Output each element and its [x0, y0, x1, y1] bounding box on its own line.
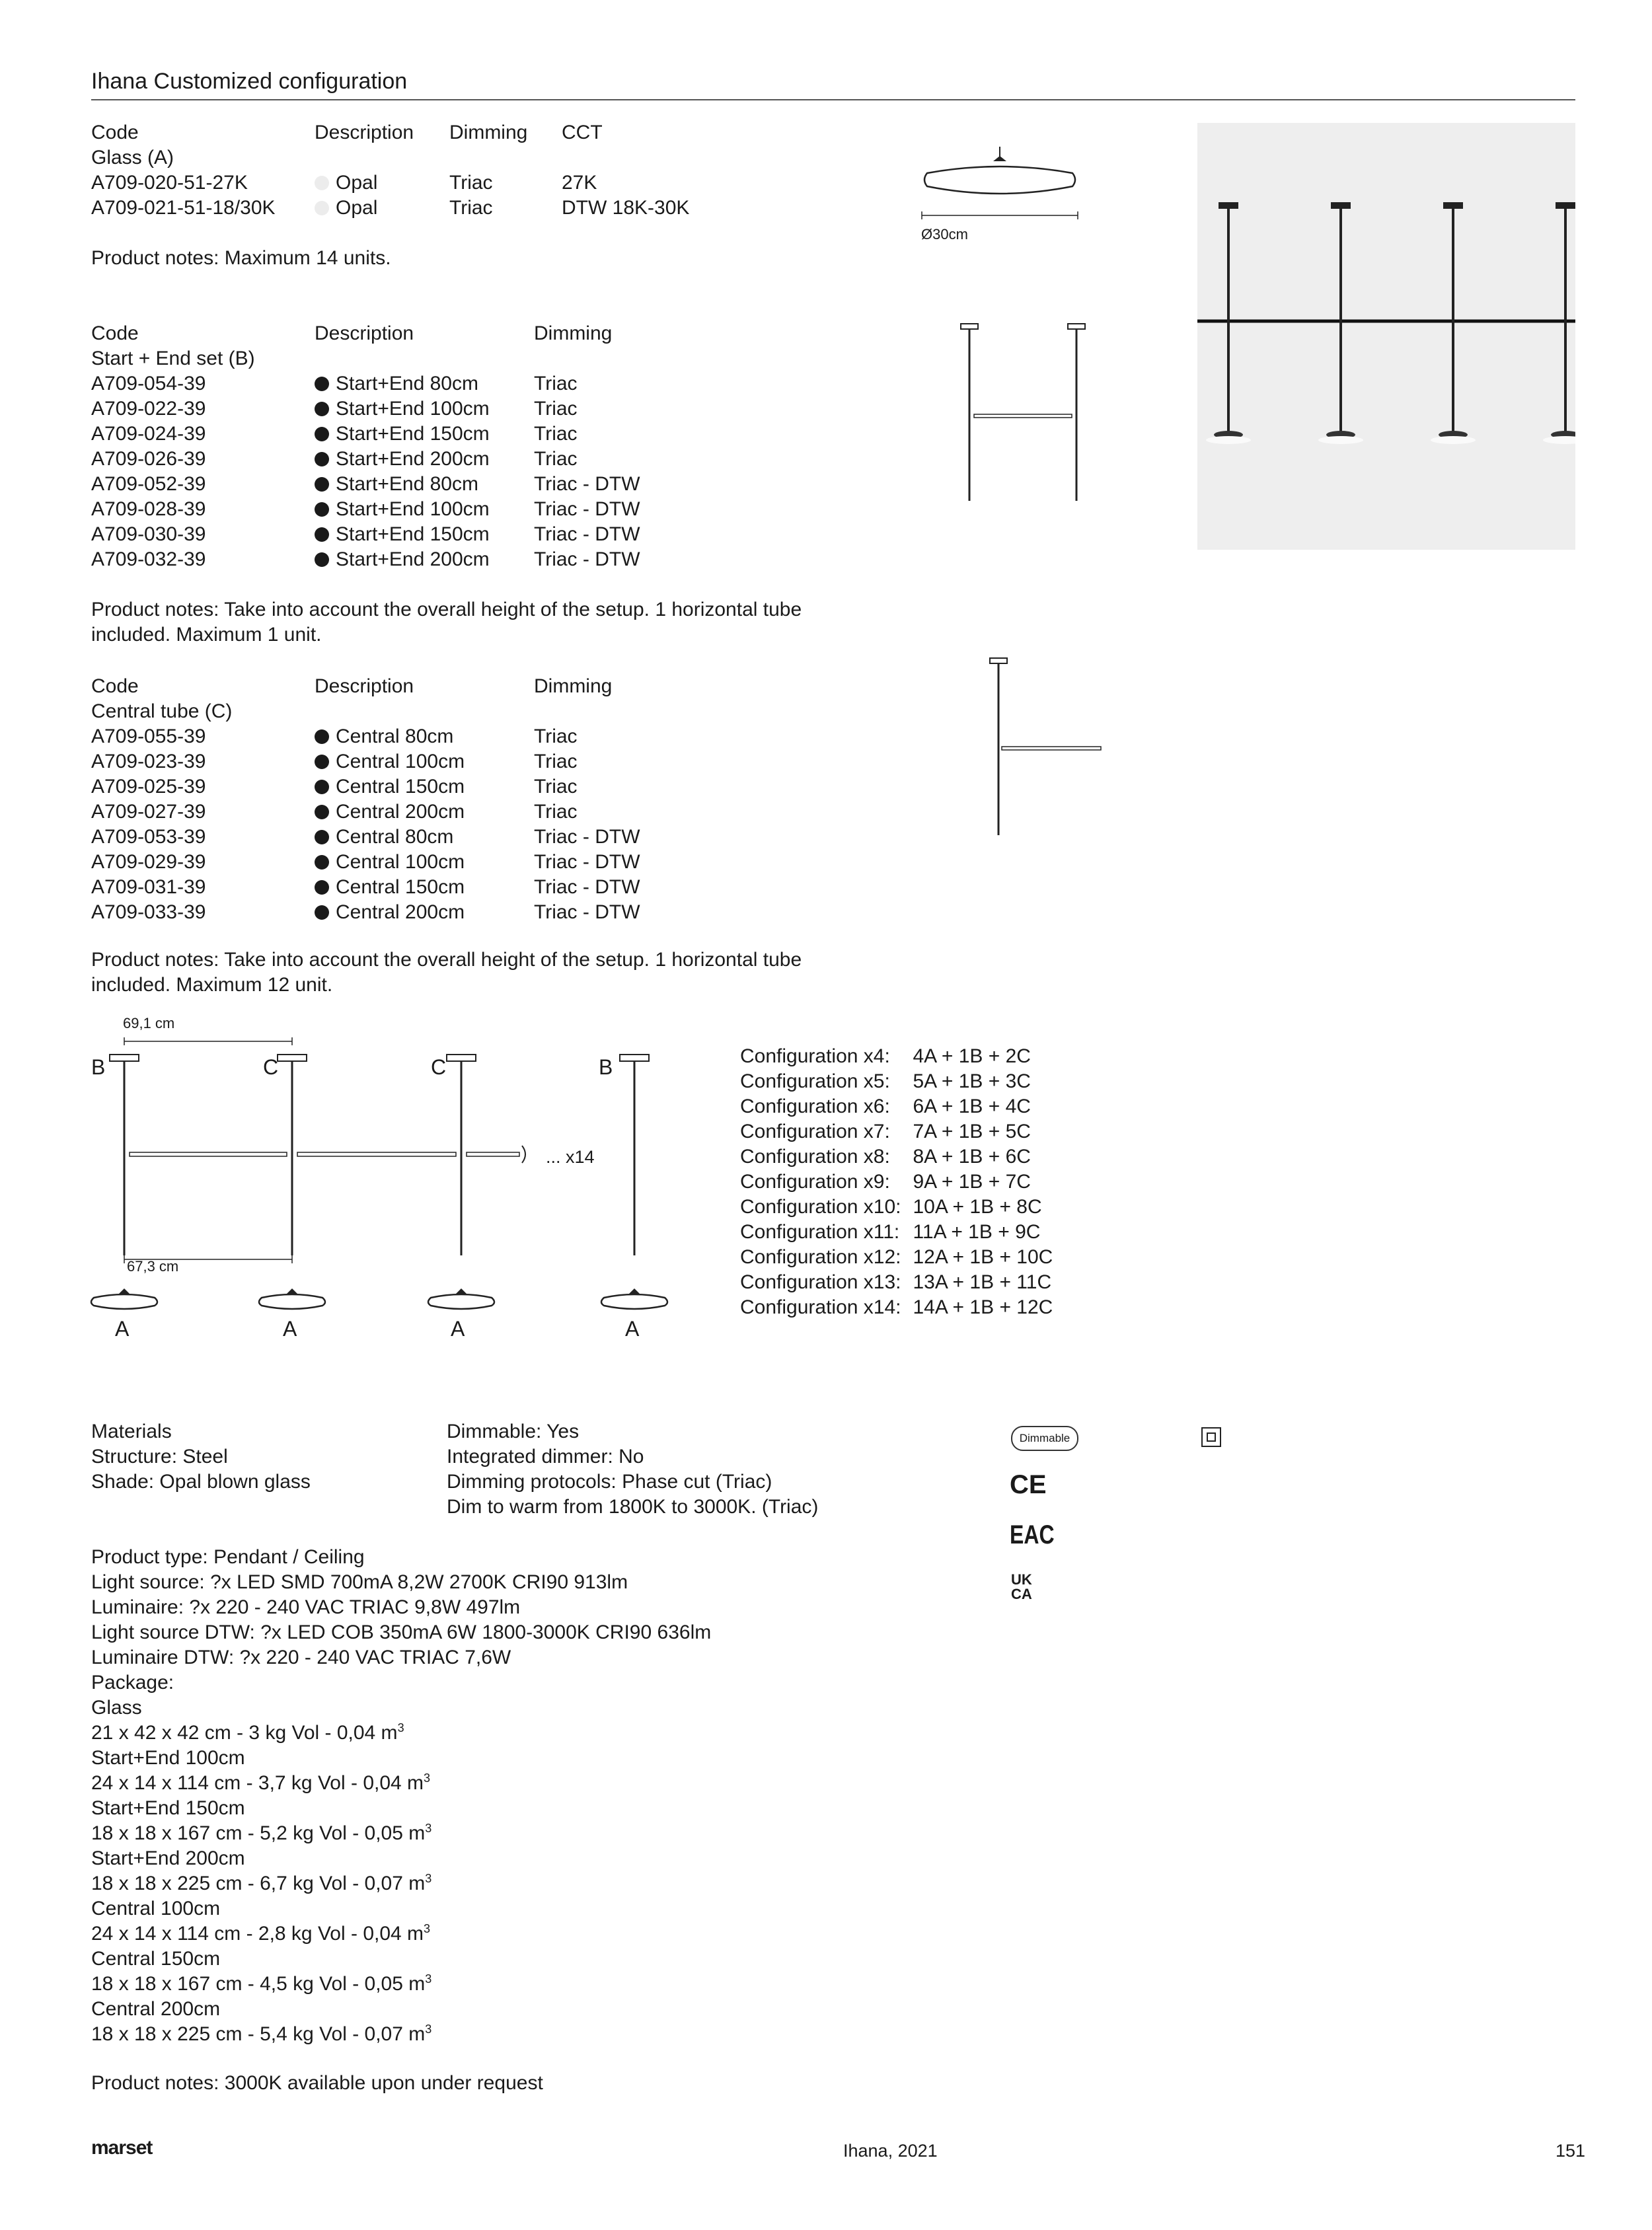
package-name: Glass — [91, 1697, 142, 1719]
description-cell: Central 100cm — [336, 851, 465, 873]
ukca-bottom: CA — [1011, 1586, 1032, 1602]
glass-shade-icon — [428, 1288, 494, 1309]
cube-superscript: 3 — [397, 1721, 404, 1734]
table-row — [91, 422, 640, 447]
config-name: Configuration x6: — [740, 1096, 890, 1117]
shade-spec: Shade: Opal blown glass — [91, 1471, 311, 1493]
product-photo — [1197, 123, 1575, 550]
dimmable-badge: Dimmable — [1011, 1426, 1078, 1451]
black-swatch-icon — [315, 377, 329, 391]
config-name: Configuration x5: — [740, 1070, 890, 1092]
opal-swatch-icon — [315, 201, 329, 215]
description-cell: Central 80cm — [336, 725, 454, 747]
dimming-cell: Triac — [449, 197, 493, 219]
config-value: 10A + 1B + 8C — [913, 1196, 1042, 1218]
table-row — [91, 825, 640, 850]
integrated-dimmer-spec: Integrated dimmer: No — [447, 1446, 644, 1468]
configuration-list — [740, 1044, 1065, 1320]
package-name: Central 200cm — [91, 1998, 221, 2020]
cct-cell: DTW 18K-30K — [562, 197, 690, 219]
code-cell: A709-020-51-27K — [91, 172, 248, 194]
black-swatch-icon — [315, 729, 329, 744]
config-name: Configuration x8: — [740, 1146, 890, 1168]
table-row — [91, 522, 640, 547]
table-row — [91, 900, 640, 925]
note-line: Product notes: Take into account the overall height of the setup. 1 horizontal tube — [91, 599, 802, 620]
spec-line: Product type: Pendant / Ceiling — [91, 1546, 365, 1568]
start-end-table — [91, 321, 640, 572]
column-header: Code — [91, 322, 139, 344]
group-label: Glass (A) — [91, 147, 174, 168]
code-cell: A709-054-39 — [91, 373, 206, 394]
config-value: 7A + 1B + 5C — [913, 1121, 1031, 1142]
note-line: included. Maximum 1 unit. — [91, 624, 322, 646]
code-cell: A709-027-39 — [91, 801, 206, 823]
description-cell: Opal — [336, 197, 378, 219]
table-row — [91, 371, 640, 396]
dimension-top-label: 69,1 cm — [123, 1015, 175, 1031]
dimming-cell: Triac - DTW — [534, 826, 640, 848]
table-header-row — [91, 674, 640, 699]
table-row — [91, 196, 689, 221]
package-dims: 18 x 18 x 225 cm - 6,7 kg Vol - 0,07 $m^3$ — [91, 1872, 432, 1894]
brand-logo: marset — [91, 2137, 153, 2159]
list-item — [740, 1295, 1065, 1320]
pendant-photo-illustration — [1197, 123, 1575, 550]
package-dims: 24 x 14 x 114 cm - 2,8 kg Vol - 0,04 $m^3$ — [91, 1922, 431, 1945]
code-cell: A709-053-39 — [91, 826, 206, 848]
black-swatch-icon — [315, 477, 329, 492]
black-swatch-icon — [315, 452, 329, 466]
spec-line: Package: — [91, 1672, 174, 1693]
config-name: Configuration x14: — [740, 1296, 901, 1318]
spec-line: Luminaire: ?x 220 - 240 VAC TRIAC 9,8W 497lm — [91, 1596, 521, 1618]
dimming-cell: Triac — [534, 801, 578, 823]
dimension-bottom-label: 67,3 cm — [127, 1258, 179, 1275]
description-cell: Central 150cm — [336, 776, 465, 798]
cube-superscript: 3 — [424, 1771, 431, 1785]
page-title: Ihana Customized configuration — [91, 69, 408, 94]
label-b-left: B — [91, 1055, 106, 1079]
dimming-cell: Triac - DTW — [534, 498, 640, 520]
black-swatch-icon — [315, 755, 329, 769]
code-cell: A709-024-39 — [91, 423, 206, 445]
dimming-cell: Triac — [534, 398, 578, 420]
group-label: Start + End set (B) — [91, 348, 255, 369]
config-name: Configuration x12: — [740, 1246, 901, 1268]
code-cell: A709-026-39 — [91, 448, 206, 470]
code-cell: A709-052-39 — [91, 473, 206, 495]
opal-swatch-icon — [315, 176, 329, 190]
table-row — [91, 749, 640, 774]
code-cell: A709-030-39 — [91, 523, 206, 545]
configuration-diagram — [86, 1031, 681, 1348]
dimming-cell: Triac — [534, 751, 578, 772]
description-cell: Opal — [336, 172, 378, 194]
central-note — [91, 948, 802, 998]
code-cell: A709-033-39 — [91, 901, 206, 923]
list-item — [740, 1170, 1065, 1195]
dimming-cell: Triac — [449, 172, 493, 194]
list-item — [740, 1094, 1065, 1119]
code-cell: A709-022-39 — [91, 398, 206, 420]
config-name: Configuration x4: — [740, 1045, 890, 1067]
column-header: Dimming — [534, 675, 613, 697]
description-cell: Start+End 150cm — [336, 523, 490, 545]
list-item — [740, 1245, 1065, 1270]
black-swatch-icon — [315, 527, 329, 542]
spec-line: Luminaire DTW: ?x 220 - 240 VAC TRIAC 7,6W — [91, 1647, 511, 1668]
page-number: 151 — [1556, 2141, 1586, 2161]
package-dims: 24 x 14 x 114 cm - 3,7 kg Vol - 0,04 $m^3$ — [91, 1771, 431, 1794]
package-dims: 18 x 18 x 167 cm - 4,5 kg Vol - 0,05 $m^3$ — [91, 1972, 432, 1995]
start-end-drawing — [952, 321, 1097, 503]
column-header: CCT — [562, 122, 603, 143]
config-value: 14A + 1B + 12C — [913, 1296, 1053, 1318]
glass-shade-icon — [259, 1288, 325, 1309]
glass-shade-icon — [601, 1288, 667, 1309]
ukca-mark-icon — [1011, 1573, 1032, 1602]
table-row — [91, 724, 640, 749]
description-cell: Start+End 80cm — [336, 473, 478, 495]
config-value: 11A + 1B + 9C — [913, 1221, 1041, 1243]
description-cell: Central 150cm — [336, 876, 465, 898]
list-item — [740, 1270, 1065, 1295]
diameter-label: Ø30cm — [921, 226, 968, 242]
column-header: Dimming — [449, 122, 528, 143]
black-swatch-icon — [315, 402, 329, 416]
description-cell: Start+End 200cm — [336, 448, 490, 470]
materials-heading: Materials — [91, 1421, 172, 1442]
black-swatch-icon — [315, 905, 329, 920]
dimming-cell: Triac — [534, 725, 578, 747]
config-name: Configuration x10: — [740, 1196, 901, 1218]
dimming-cell: Triac - DTW — [534, 901, 640, 923]
table-row — [91, 799, 640, 825]
package-name: Central 100cm — [91, 1898, 221, 1919]
cct-cell: 27K — [562, 172, 597, 194]
label-a: A — [451, 1317, 465, 1341]
dim-to-warm-spec: Dim to warm from 1800K to 3000K. (Triac) — [447, 1496, 819, 1518]
repeat-label: ... x14 — [546, 1147, 595, 1167]
config-name: Configuration x13: — [740, 1271, 901, 1293]
black-swatch-icon — [315, 427, 329, 441]
column-header: Code — [91, 122, 139, 143]
description-cell: Central 200cm — [336, 901, 465, 923]
column-header: Code — [91, 675, 139, 697]
table-row — [91, 472, 640, 497]
glass-shade-icon — [91, 1288, 157, 1309]
table-row — [91, 547, 640, 572]
black-swatch-icon — [315, 880, 329, 895]
black-swatch-icon — [315, 502, 329, 517]
dimming-protocols-spec: Dimming protocols: Phase cut (Triac) — [447, 1471, 772, 1493]
dimming-cell: Triac — [534, 423, 578, 445]
package-dims: 21 x 42 x 42 cm - 3 kg Vol - 0,04 $m^3$ — [91, 1721, 404, 1744]
black-swatch-icon — [315, 780, 329, 794]
black-swatch-icon — [315, 855, 329, 870]
black-swatch-icon — [315, 552, 329, 567]
description-cell: Central 80cm — [336, 826, 454, 848]
list-item — [740, 1195, 1065, 1220]
table-row — [91, 396, 640, 422]
list-item — [740, 1220, 1065, 1245]
table-header-row — [91, 120, 689, 145]
column-header: Description — [315, 675, 414, 697]
glass-note: Product notes: Maximum 14 units. — [91, 247, 391, 269]
label-a: A — [625, 1317, 640, 1341]
code-cell: A709-021-51-18/30K — [91, 197, 276, 219]
product-specs — [91, 1545, 711, 2047]
column-header: Dimming — [534, 322, 613, 344]
package-dims: 18 x 18 x 167 cm - 5,2 kg Vol - 0,05 $m^3$ — [91, 1822, 432, 1844]
ukca-top: UK — [1011, 1571, 1032, 1588]
dimmable-spec: Dimmable: Yes — [447, 1421, 580, 1442]
black-swatch-icon — [315, 830, 329, 844]
table-header-row — [91, 321, 640, 346]
config-value: 12A + 1B + 10C — [913, 1246, 1053, 1268]
code-cell: A709-032-39 — [91, 548, 206, 570]
cube-superscript: 3 — [424, 1922, 431, 1935]
start-end-note — [91, 597, 802, 648]
black-swatch-icon — [315, 805, 329, 819]
table-row — [91, 497, 640, 522]
collection-label: Ihana, 2021 — [843, 2141, 938, 2161]
dimming-cell: Triac — [534, 776, 578, 798]
group-label: Central tube (C) — [91, 700, 233, 722]
description-cell: Central 200cm — [336, 801, 465, 823]
class-ii-icon — [1201, 1427, 1221, 1447]
code-cell: A709-029-39 — [91, 851, 206, 873]
table-row — [91, 875, 640, 900]
package-dims: 18 x 18 x 225 cm - 5,4 kg Vol - 0,07 $m^3$ — [91, 2023, 432, 2045]
list-item — [740, 1119, 1065, 1144]
description-cell: Start+End 100cm — [336, 498, 490, 520]
label-c-2: C — [431, 1055, 447, 1079]
config-name: Configuration x11: — [740, 1221, 900, 1243]
description-cell: Start+End 100cm — [336, 398, 490, 420]
spec-line: Light source: ?x LED SMD 700mA 8,2W 2700K CRI90 913lm — [91, 1571, 628, 1593]
config-value: 9A + 1B + 7C — [913, 1171, 1031, 1193]
list-item — [740, 1044, 1065, 1069]
code-cell: A709-055-39 — [91, 725, 206, 747]
ce-mark-icon: CE — [1010, 1470, 1047, 1499]
description-cell: Central 100cm — [336, 751, 465, 772]
list-item — [740, 1144, 1065, 1170]
cube-superscript: 3 — [425, 1972, 432, 1986]
label-b-right: B — [599, 1055, 613, 1079]
column-header: Description — [315, 122, 414, 143]
table-row — [91, 850, 640, 875]
glass-table — [91, 120, 689, 221]
column-header: Description — [315, 322, 414, 344]
code-cell: A709-023-39 — [91, 751, 206, 772]
materials-block — [91, 1419, 311, 1495]
config-value: 13A + 1B + 11C — [913, 1271, 1052, 1293]
note-line: Product notes: Take into account the overall height of the setup. 1 horizontal tube — [91, 949, 802, 971]
spec-line: Light source DTW: ?x LED COB 350mA 6W 1800-3000K CRI90 636lm — [91, 1621, 712, 1643]
code-cell: A709-028-39 — [91, 498, 206, 520]
config-value: 4A + 1B + 2C — [913, 1045, 1031, 1067]
cube-superscript: 3 — [425, 1822, 432, 1835]
config-value: 6A + 1B + 4C — [913, 1096, 1031, 1117]
table-row — [91, 447, 640, 472]
eac-mark-icon: EAC — [1010, 1520, 1055, 1549]
list-item — [740, 1069, 1065, 1094]
config-value: 8A + 1B + 6C — [913, 1146, 1031, 1168]
cube-superscript: 3 — [425, 1872, 432, 1885]
config-name: Configuration x7: — [740, 1121, 890, 1142]
final-note: Product notes: 3000K available upon under request — [91, 2072, 543, 2094]
code-cell: A709-025-39 — [91, 776, 206, 798]
package-name: Central 150cm — [91, 1948, 221, 1970]
description-cell: Start+End 80cm — [336, 373, 478, 394]
dimming-cell: Triac - DTW — [534, 548, 640, 570]
config-value: 5A + 1B + 3C — [913, 1070, 1031, 1092]
description-cell: Start+End 200cm — [336, 548, 490, 570]
structure-spec: Structure: Steel — [91, 1446, 228, 1468]
package-name: Start+End 200cm — [91, 1847, 245, 1869]
label-a: A — [283, 1317, 297, 1341]
table-row — [91, 170, 689, 196]
central-tube-drawing — [985, 655, 1104, 838]
title-rule — [91, 99, 1575, 100]
code-cell: A709-031-39 — [91, 876, 206, 898]
electrical-block — [447, 1419, 818, 1520]
note-line: included. Maximum 12 unit. — [91, 974, 333, 996]
dimming-cell: Triac — [534, 373, 578, 394]
package-name: Start+End 100cm — [91, 1747, 245, 1769]
label-c-1: C — [263, 1055, 279, 1079]
label-a: A — [115, 1317, 130, 1341]
dimming-cell: Triac - DTW — [534, 473, 640, 495]
dimming-cell: Triac - DTW — [534, 523, 640, 545]
dimming-cell: Triac — [534, 448, 578, 470]
cube-superscript: 3 — [425, 2023, 432, 2036]
dimming-cell: Triac - DTW — [534, 876, 640, 898]
table-row — [91, 774, 640, 799]
config-name: Configuration x9: — [740, 1171, 890, 1193]
package-name: Start+End 150cm — [91, 1797, 245, 1819]
dimming-cell: Triac - DTW — [534, 851, 640, 873]
central-table — [91, 674, 640, 925]
description-cell: Start+End 150cm — [336, 423, 490, 445]
